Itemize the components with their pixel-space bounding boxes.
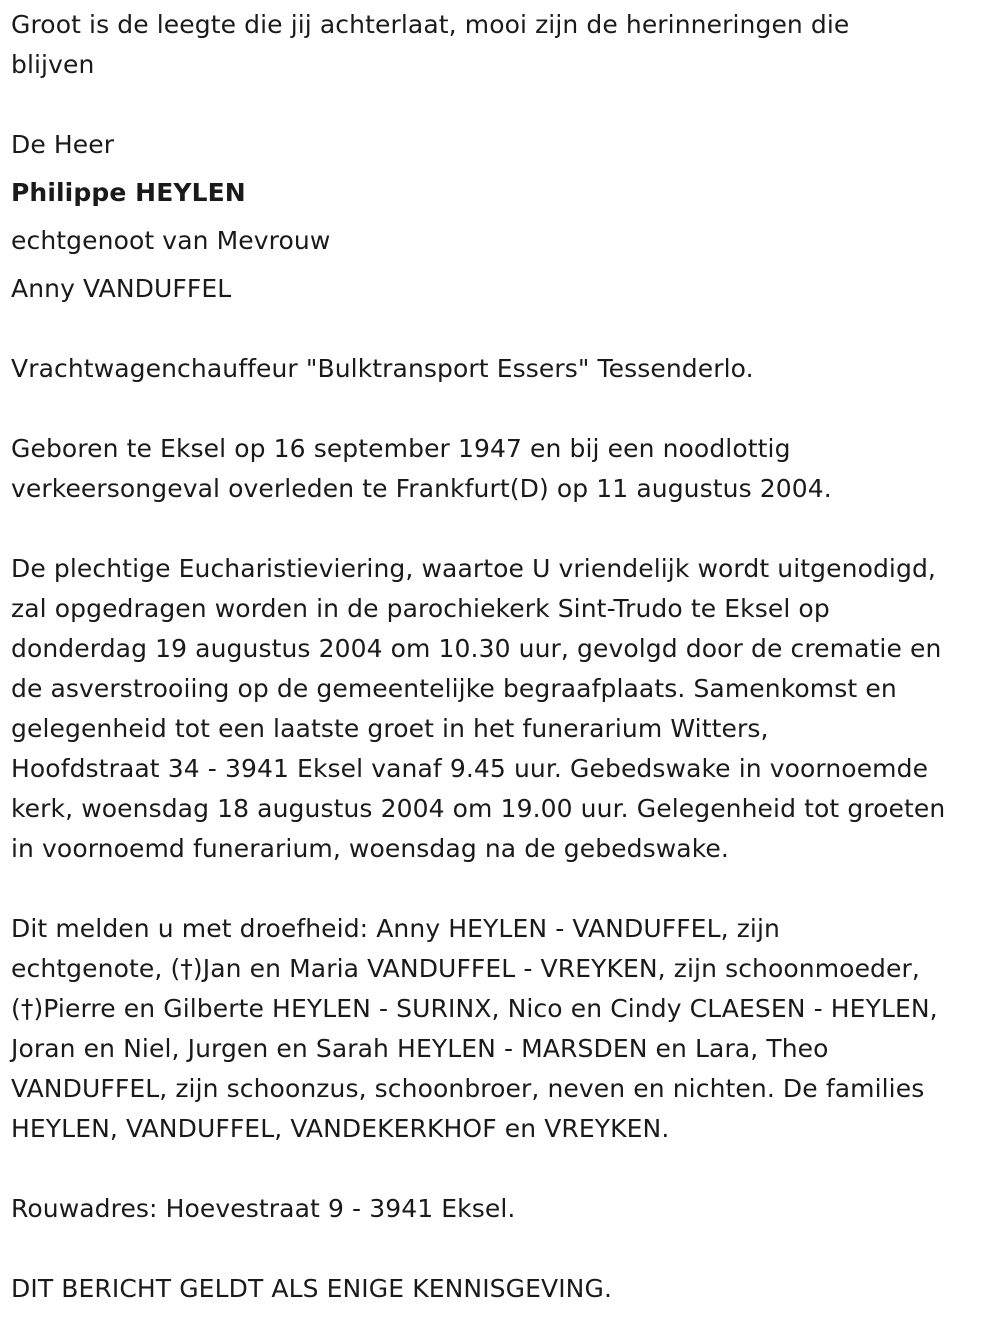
ceremony-line-3: donderdag 19 augustus 2004 om 10.30 uur, gevolgd door de crematie en bbox=[11, 634, 942, 663]
ceremony-line-2: zal opgedragen worden in de parochiekerk Sint-Trudo te Eksel op bbox=[11, 594, 830, 623]
mourners-line-5: VANDUFFEL, zijn schoonzus, schoonbroer, neven en nichten. De families bbox=[11, 1074, 925, 1103]
ceremony-line-5: gelegenheid tot een laatste groet in het funerarium Witters, bbox=[11, 714, 769, 743]
mourners-line-2: echtgenote, (†)Jan en Maria VANDUFFEL - VREYKEN, zijn schoonmoeder, bbox=[11, 954, 920, 983]
mourners-line-4: Joran en Niel, Jurgen en Sarah HEYLEN - MARSDEN en Lara, Theo bbox=[11, 1034, 829, 1063]
ceremony-line-1: De plechtige Eucharistieviering, waartoe U vriendelijk wordt uitgenodigd, bbox=[11, 554, 936, 583]
closing-statement: DIT BERICHT GELDT ALS ENIGE KENNISGEVING. bbox=[11, 1274, 612, 1303]
mourners-line-6: HEYLEN, VANDUFFEL, VANDEKERKHOF en VREYKEN. bbox=[11, 1114, 670, 1143]
birth-death-line-1: Geboren te Eksel op 16 september 1947 en bij een noodlottig bbox=[11, 434, 791, 463]
occupation: Vrachtwagenchauffeur "Bulktransport Essers" Tessenderlo. bbox=[11, 354, 754, 383]
mourners-line-1: Dit melden u met droefheid: Anny HEYLEN - VANDUFFEL, zijn bbox=[11, 914, 780, 943]
spouse-name: Anny VANDUFFEL bbox=[11, 274, 232, 303]
birth-death-line-2: verkeersongeval overleden te Frankfurt(D) op 11 augustus 2004. bbox=[11, 474, 832, 503]
mourners-line-3: (†)Pierre en Gilberte HEYLEN - SURINX, Nico en Cindy CLAESEN - HEYLEN, bbox=[11, 994, 938, 1023]
ceremony-line-6: Hoofdstraat 34 - 3941 Eksel vanaf 9.45 uur. Gebedswake in voornoemde bbox=[11, 754, 929, 783]
ceremony-line-8: in voornoemd funerarium, woensdag na de gebedswake. bbox=[11, 834, 729, 863]
honorific: De Heer bbox=[11, 130, 115, 159]
mourning-address: Rouwadres: Hoevestraat 9 - 3941 Eksel. bbox=[11, 1194, 516, 1223]
ceremony-line-7: kerk, woensdag 18 augustus 2004 om 19.00 uur. Gelegenheid tot groeten bbox=[11, 794, 946, 823]
deceased-name: Philippe HEYLEN bbox=[11, 178, 246, 207]
motto-line-1: Groot is de leegte die jij achterlaat, mooi zijn de herinneringen die bbox=[11, 10, 850, 39]
spouse-relation: echtgenoot van Mevrouw bbox=[11, 226, 331, 255]
motto-line-2: blijven bbox=[11, 50, 95, 79]
ceremony-line-4: de asverstrooiing op de gemeentelijke begraafplaats. Samenkomst en bbox=[11, 674, 897, 703]
